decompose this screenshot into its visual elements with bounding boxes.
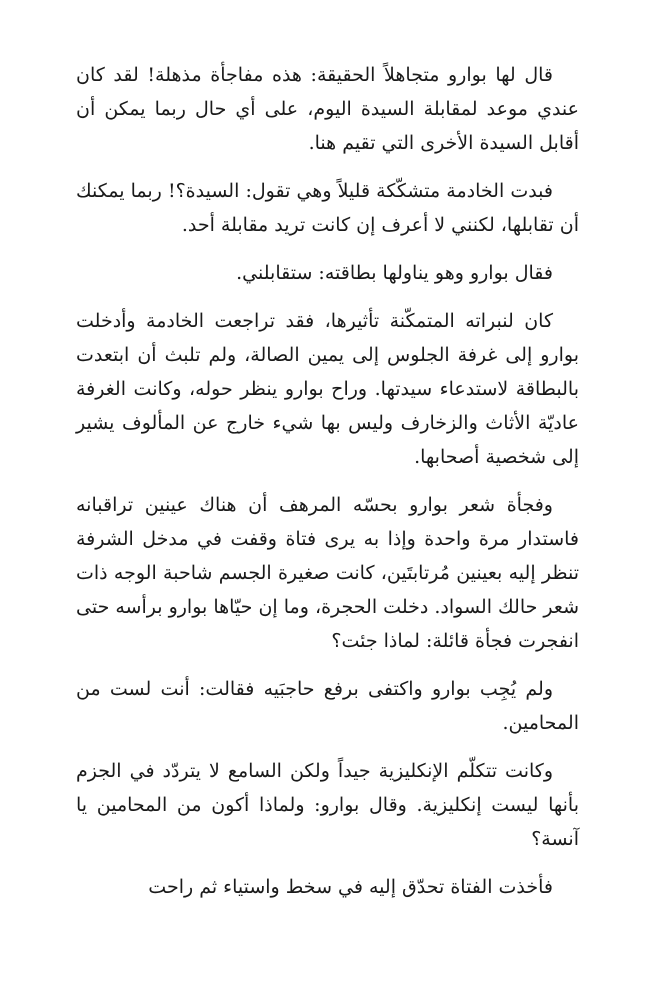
paragraph-3: فقال بوارو وهو يناولها بطاقته: ستقابلني. <box>236 262 553 284</box>
paragraph-1: قال لها بوارو متجاهلاً الحقيقة: هذه مفاجأة مذهلة! لقد كان عندي موعد لمقابلة السيدة اليوم، على أي حال ربما يمكن أن أقابل السيدة الأخرى التي تقيم هنا. <box>76 64 579 154</box>
paragraph-4: كان لنبراته المتمكّنة تأثيرها، فقد تراجعت الخادمة وأدخلت بوارو إلى غرفة الجلوس إلى يمين الصالة، ولم تلبث أن ابتعدت بالبطاقة لاستدعاء سيدتها. وراح بوارو ينظر حوله، وكانت الغرفة عاديّة الأثاث والزخارف وليس بها شيء خارج عن المألوف يشير إلى شخصية أصحابها. <box>76 310 579 468</box>
paragraph-8: فأخذت الفتاة تحدّق إليه في سخط واستياء ثم راحت <box>148 876 553 898</box>
paragraph-6: ولم يُجِب بوارو واكتفى برفع حاجبَيه فقالت: أنت لست من المحامين. <box>76 678 579 734</box>
paragraph-2: فبدت الخادمة متشكّكة قليلاً وهي تقول: السيدة؟! ربما يمكنك أن تقابلها، لكنني لا أعرف إن كانت تريد مقابلة أحد. <box>76 180 579 236</box>
paragraph-7: وكانت تتكلّم الإنكليزية جيداً ولكن السامع لا يتردّد في الجزم بأنها ليست إنكليزية. وقال بوارو: ولماذا أكون من المحامين يا آنسة؟ <box>76 760 579 850</box>
paragraph-5: وفجأة شعر بوارو بحسّه المرهف أن هناك عينين تراقبانه فاستدار مرة واحدة وإذا به يرى فتاة وقفت في مدخل الشرفة تنظر إليه بعينين مُرتابتَين، كانت صغيرة الجسم شاحبة الوجه ذات شعر حالك السواد. دخلت الحجرة، وما إن حيّاها بوارو برأسه حتى انفجرت فجأة قائلة: لماذا جئت؟ <box>76 494 579 652</box>
